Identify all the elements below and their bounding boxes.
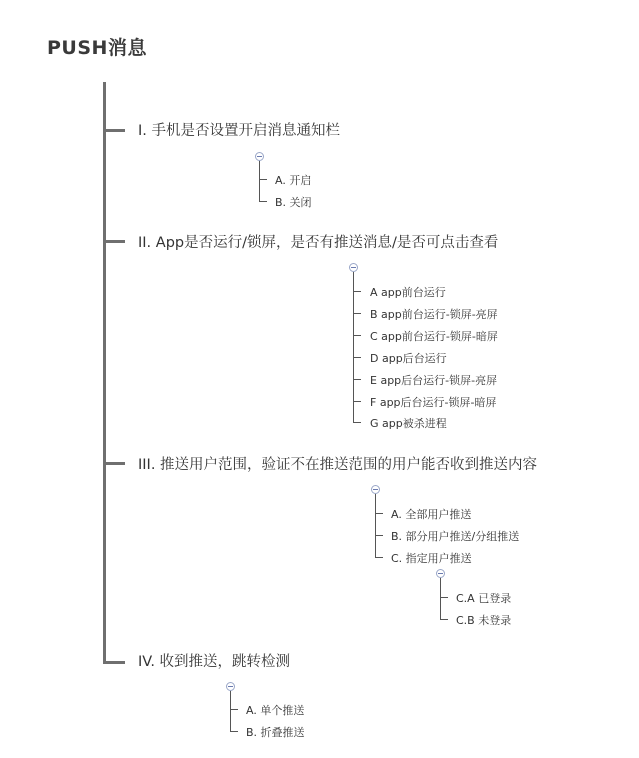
branch-3c-child-label: C.A 已登录 (456, 592, 512, 605)
branch-4-child-tick (230, 709, 238, 710)
branch-1-connector (103, 129, 125, 132)
branch-2-child-tick (353, 313, 361, 314)
branch-2-child-tick (353, 335, 361, 336)
branch-3-child-label: A. 全部用户推送 (391, 508, 472, 521)
branch-4-collapse-icon[interactable] (226, 682, 235, 691)
branch-3c-child-line (440, 578, 441, 620)
branch-2-child-label: B app前台运行-锁屏-亮屏 (370, 308, 498, 321)
branch-1-collapse-icon[interactable] (255, 152, 264, 161)
branch-1-child-tick (259, 201, 267, 202)
branch-2-child-tick (353, 357, 361, 358)
branch-1-label: I. 手机是否设置开启消息通知栏 (138, 123, 340, 139)
branch-4-child-line (230, 691, 231, 732)
branch-2-child-label: F app后台运行-锁屏-暗屏 (370, 396, 497, 409)
branch-3-label: III. 推送用户范围，验证不在推送范围的用户能否收到推送内容 (138, 457, 538, 473)
page-title: PUSH消息 (47, 37, 147, 59)
branch-2-child-label: C app前台运行-锁屏-暗屏 (370, 330, 498, 343)
branch-3-collapse-icon[interactable] (371, 485, 380, 494)
branch-3-child-label: C. 指定用户推送 (391, 552, 472, 565)
branch-4-child-label: B. 折叠推送 (246, 726, 305, 739)
branch-4-connector (103, 661, 125, 664)
branch-3c-collapse-icon[interactable] (436, 569, 445, 578)
branch-1-child-label: A. 开启 (275, 174, 312, 187)
branch-2-child-tick (353, 401, 361, 402)
branch-2-label: II. App是否运行/锁屏，是否有推送消息/是否可点击查看 (138, 235, 499, 251)
branch-2-child-label: G app被杀进程 (370, 417, 447, 430)
branch-2-child-label: D app后台运行 (370, 352, 447, 365)
branch-1-child-tick (259, 179, 267, 180)
branch-4-child-label: A. 单个推送 (246, 704, 305, 717)
branch-1-child-line (259, 161, 260, 202)
branch-2-child-tick (353, 422, 361, 423)
branch-4-label: IV. 收到推送，跳转检测 (138, 654, 291, 670)
branch-3c-child-tick (440, 619, 448, 620)
branch-3c-child-label: C.B 未登录 (456, 614, 512, 627)
branch-2-child-tick (353, 379, 361, 380)
branch-3-connector (103, 462, 125, 465)
branch-2-child-tick (353, 291, 361, 292)
branch-3c-child-tick (440, 597, 448, 598)
branch-2-child-label: E app后台运行-锁屏-亮屏 (370, 374, 498, 387)
branch-2-collapse-icon[interactable] (349, 263, 358, 272)
branch-2-child-label: A app前台运行 (370, 286, 446, 299)
branch-4-child-tick (230, 731, 238, 732)
branch-3-child-tick (375, 557, 383, 558)
branch-2-connector (103, 240, 125, 243)
branch-1-child-label: B. 关闭 (275, 196, 312, 209)
branch-3-child-line (375, 494, 376, 558)
branch-3-child-label: B. 部分用户推送/分组推送 (391, 530, 520, 543)
branch-3-child-tick (375, 513, 383, 514)
branch-3-child-tick (375, 535, 383, 536)
main-trunk-line (103, 82, 106, 664)
